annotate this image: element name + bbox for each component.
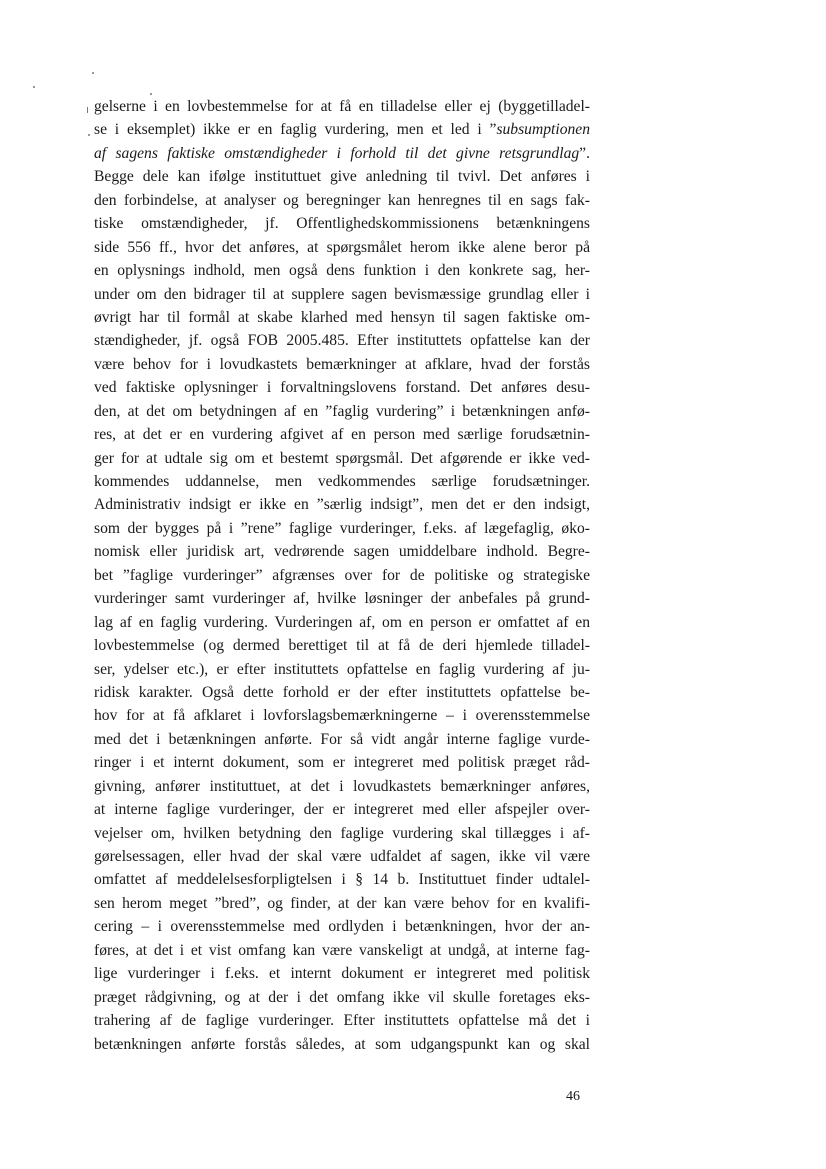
text-line: cering – i overensstemmelse med ordlyden i betænkningen, hvor der an- [94,918,590,936]
text-line: at interne faglige vurderinger, der er integreret med eller afspejler over- [94,801,590,819]
text-line [94,118,590,141]
scan-speck [87,107,88,113]
text-segment: se i eksemplet) ikke er en faglig vurdering, men et led i ” [94,121,497,139]
text-line: sen herom meget ”bred”, og finder, at der kan være behov for en kvalifi- [94,894,590,912]
text-line: med det i betænkningen anførte. For så vidt angår interne faglige vurde- [94,730,590,748]
text-line: nomisk eller juridisk art, vedrørende sagen umiddelbare indhold. Begre- [94,543,590,561]
text-segment: ”. [579,144,590,162]
text-line: ved faktiske oplysninger i forvaltningslovens forstand. Det anføres desu- [94,379,590,397]
scan-speck [88,134,90,136]
text-line: tiske omstændigheder, jf. Offentlighedskommissionens betænkningens [94,215,590,233]
text-line: givning, anfører instituttuet, at det i lovudkastets bemærkninger anføres, [94,777,590,795]
text-line: res, at det er en vurdering afgivet af en person med særlige forudsætnin- [94,426,590,444]
italic-segment: af sagens faktiske omstændigheder i forhold til det givne retsgrundlag [94,144,580,162]
text-line: betænkningen anførte forstås således, at som udgangspunkt kan og skal [94,1035,590,1053]
text-line: øvrigt har til formål at skabe klarhed med hensyn til sagen faktiske om- [94,308,590,326]
text-line: gørelsessagen, eller hvad der skal være udfaldet af sagen, ikke vil være [94,848,590,865]
text-line: Administrativ indsigt er ikke en ”særlig indsigt”, men det er den indsigt, [94,496,590,514]
text-line: præget rådgivning, og at der i det omfang ikke vil skulle foretages eks- [94,988,590,1006]
scan-speck [33,86,35,88]
text-line: ridisk karakter. Også dette forhold er der efter instituttets opfattelse be- [94,683,590,701]
text-line: vurderinger samt vurderinger af, hvilke løsninger der anbefales på grund- [94,590,590,608]
text-line: ser, ydelser etc.), er efter instituttets opfattelse en faglig vurdering af ju- [94,660,590,678]
body-text [94,95,590,1056]
text-line: stændigheder, jf. også FOB 2005.485. Efter instituttets opfattelse kan der [94,332,590,350]
text-line: være behov for i lovudkastets bemærkninger at afklare, hvad der forstås [94,355,590,373]
text-line: kommendes uddannelse, men vedkommendes særlige forudsætninger. [94,473,590,490]
text-line: lag af en faglig vurdering. Vurderingen af, om en person er omfattet af en [94,613,590,631]
text-line: den, at det om betydningen af en ”faglig vurdering” i betænkningen anfø- [94,402,590,420]
text-line: lovbestemmelse (og dermed berettiget til at få de deri hjemlede tilladel- [94,637,590,655]
text-line: en oplysnings indhold, men også dens funktion i den konkrete sag, her- [94,262,590,280]
text-line [94,142,590,165]
scan-speck [92,72,94,74]
text-line: trahering af de faglige vurderinger. Efter instituttets opfattelse må det i [94,1012,590,1030]
text-line: under om den bidrager til at supplere sagen bevismæssige grundlag eller i [94,285,590,303]
text-line: omfattet af meddelelsesforpligtelsen i § 14 b. Instituttuet finder udtalel- [94,871,590,889]
text-line: den forbindelse, at analyser og beregninger kan henregnes til en sags fak- [94,191,590,209]
text-line: side 556 ff., hvor det anføres, at spørgsmålet herom ikke alene beror på [94,238,590,256]
text-line: ger for at udtale sig om et bestemt spørgsmål. Det afgørende er ikke ved- [94,449,590,467]
text-line: bet ”faglige vurderinger” afgrænses over for de politiske og strategiske [94,566,590,584]
italic-segment: subsumptionen [496,121,590,139]
page-number: 46 [566,1089,580,1104]
text-line: Begge dele kan ifølge instituttuet give anledning til tvivl. Det anføres i [94,168,590,186]
text-line: gelserne i en lovbestemmelse for at få en tilladelse eller ej (byggetilladel- [94,98,590,115]
text-line: føres, at det i et vist omfang kan være vanskeligt at undgå, at interne fag- [94,941,590,959]
text-line: hov for at få afklaret i lovforslagsbemærkningerne – i overensstemmelse [94,707,590,725]
text-line: vejelser om, hvilken betydning den faglige vurdering skal tillægges i af- [94,824,590,842]
text-line: ringer i et internt dokument, som er integreret med politisk præget råd- [94,754,590,772]
text-line: lige vurderinger i f.eks. et internt dokument er integreret med politisk [94,965,590,983]
text-line: som der bygges på i ”rene” faglige vurderinger, f.eks. af lægefaglig, øko- [94,519,590,537]
